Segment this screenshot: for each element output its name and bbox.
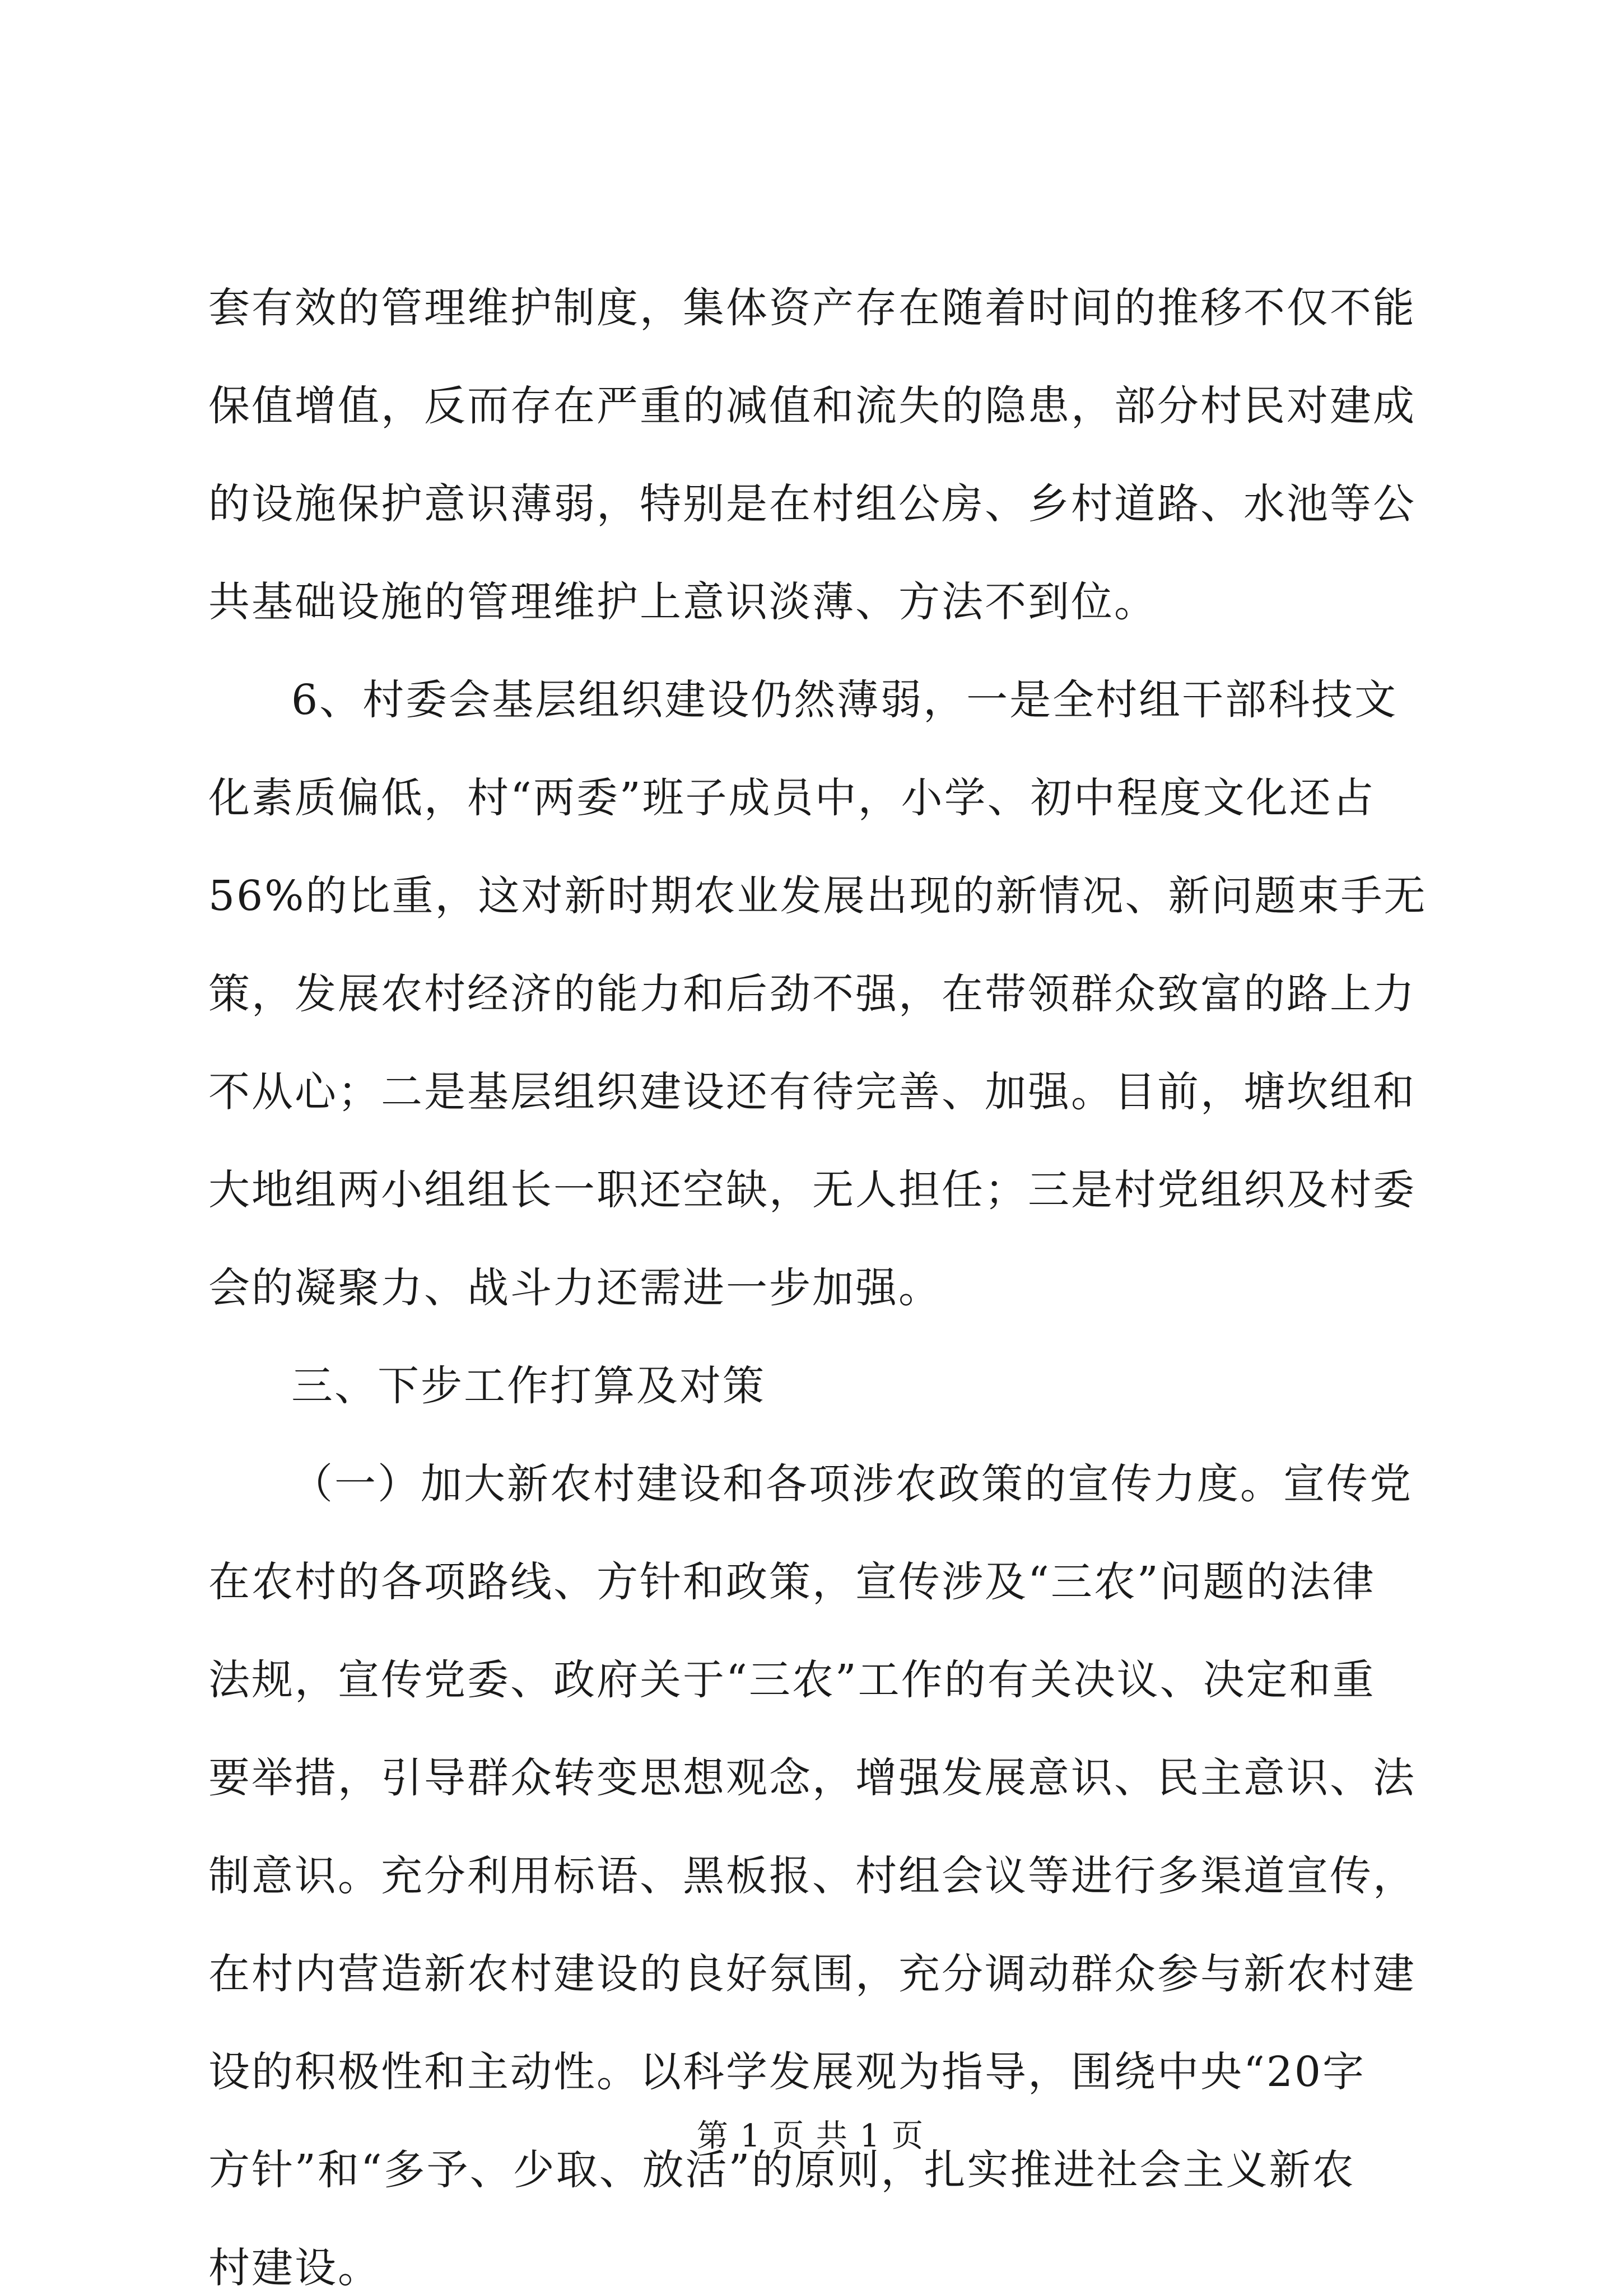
body-line: （一）加大新农村建设和各项涉农政策的宣传力度。宣传党 bbox=[291, 1460, 1413, 1508]
body-line: 的设施保护意识薄弱，特别是在村组公房、乡村道路、水池等公 bbox=[208, 480, 1416, 528]
body-line: 56%的比重，这对新时期农业发展出现的新情况、新问题束手无 bbox=[208, 872, 1427, 920]
body-line: 会的凝聚力、战斗力还需进一步加强。 bbox=[208, 1264, 942, 1312]
body-line: 大地组两小组组长一职还空缺，无人担任；三是村党组织及村委 bbox=[208, 1166, 1416, 1214]
body-line: 在农村的各项路线、方针和政策，宣传涉及“三农”问题的法律 bbox=[208, 1558, 1376, 1606]
body-line: 村建设。 bbox=[208, 2244, 381, 2292]
body-line: 策，发展农村经济的能力和后劲不强，在带领群众致富的路上力 bbox=[208, 970, 1416, 1018]
page-footer: 第 1 页 共 1 页 bbox=[696, 2118, 925, 2154]
body-line: 设的积极性和主动性。以科学发展观为指导，围绕中央“20字 bbox=[208, 2048, 1366, 2096]
body-line: 在村内营造新农村建设的良好氛围，充分调动群众参与新农村建 bbox=[208, 1950, 1416, 1998]
section-heading: 三、下步工作打算及对策 bbox=[291, 1362, 766, 1410]
body-line: 6、村委会基层组织建设仍然薄弱，一是全村组干部科技文 bbox=[291, 676, 1398, 724]
body-line: 化素质偏低，村“两委”班子成员中，小学、初中程度文化还占 bbox=[208, 774, 1376, 822]
body-line: 要举措，引导群众转变思想观念，增强发展意识、民主意识、法 bbox=[208, 1754, 1416, 1802]
body-line: 法规，宣传党委、政府关于“三农”工作的有关决议、决定和重 bbox=[208, 1656, 1376, 1704]
body-line: 保值增值，反而存在严重的减值和流失的隐患，部分村民对建成 bbox=[208, 382, 1416, 430]
body-line: 方针”和“多予、少取、放活”的原则，扎实推进社会主义新农 bbox=[208, 2146, 1356, 2194]
body-line: 制意识。充分利用标语、黑板报、村组会议等进行多渠道宣传， bbox=[208, 1852, 1416, 1900]
body-line: 共基础设施的管理维护上意识淡薄、方法不到位。 bbox=[208, 578, 1157, 626]
body-line: 套有效的管理维护制度，集体资产存在随着时间的推移不仅不能 bbox=[208, 284, 1416, 332]
body-line: 不从心；二是基层组织建设还有待完善、加强。目前，塘坎组和 bbox=[208, 1068, 1416, 1116]
